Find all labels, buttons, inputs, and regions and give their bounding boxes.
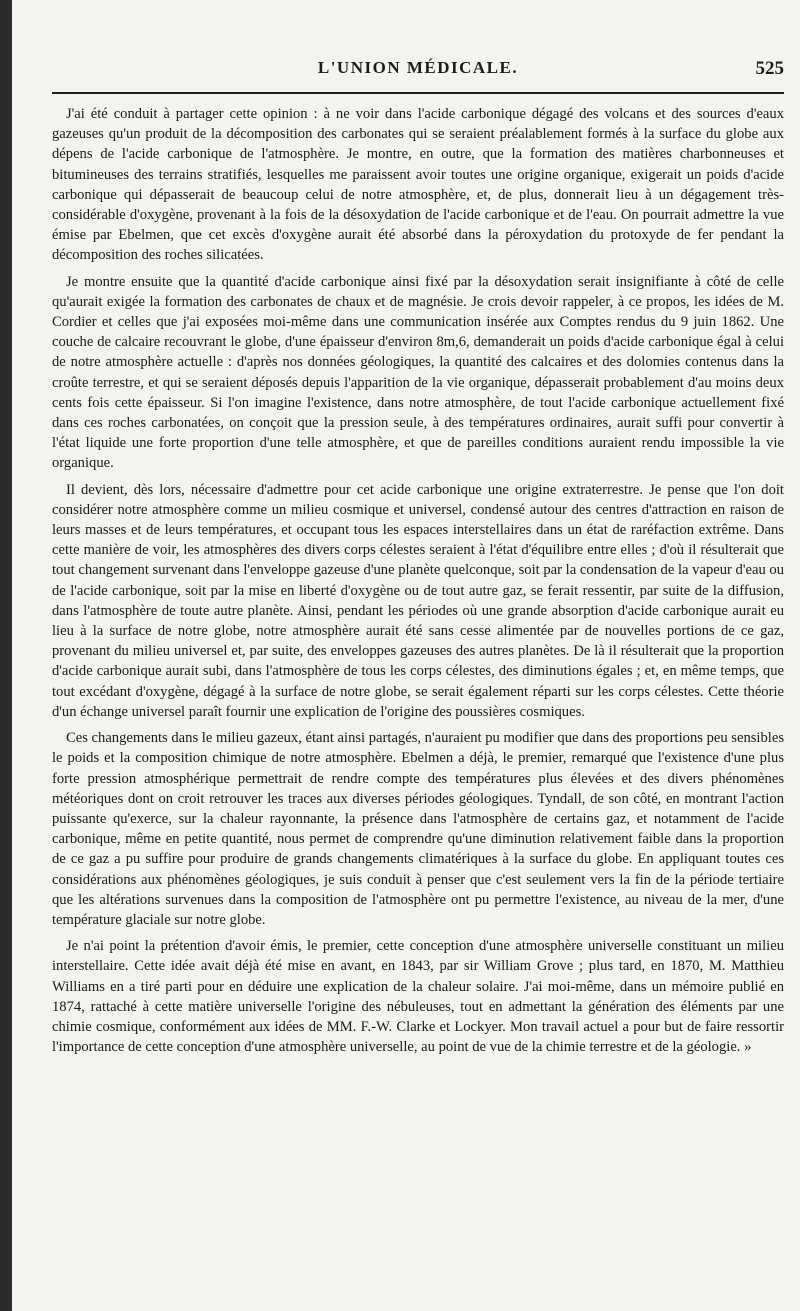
paragraph: Il devient, dès lors, nécessaire d'admettre pour cet acide carbonique une origine extraterrestre. Je pense que l'on doit considérer notre atmosphère comme un milieu cosmique et universel, condensé autour des centres d'attraction en raison de leurs masses et de leurs températures, et occupant tous les espaces interstellaires dans un état de raréfaction extrême. Dans cette manière de voir, les atmosphères des divers corps célestes seraient à l'état d'équilibre entre elles ; d'où il résulterait que tout changement survenant dans l'enveloppe gazeuse d'une planète quelconque, soit par la condensation de la vapeur d'eau ou de l'acide carbonique, soit par la mise en liberté d'oxygène ou de tout autre gaz, se ferait ressentir, par suite de la diffusion, dans l'atmosphère de toute autre planète. Ainsi, pendant les périodes où une grande absorption d'acide carbonique aurait eu lieu à la surface de notre globe, notre atmosphère aurait été sans cesse alimentée par de nouvelles portions de ce gaz, provenant du milieu universel et, par suite, des enveloppes gazeuses des autres planètes. De là il résulterait que la proportion d'acide carbonique aurait subi, dans l'atmosphère de tous les corps célestes, des diminutions égales ; et, en même temps, que tout excédant d'oxygène, dégagé à la surface de notre globe, se serait également réparti sur les corps célestes. Cette théorie d'un échange universel paraît fournir une explication de l'origine des poussières cosmiques. bbox=[52, 481, 784, 720]
paragraph: Ces changements dans le milieu gazeux, étant ainsi partagés, n'auraient pu modifier que dans des proportions peu sensibles le poids et la composition chimique de notre atmosphère. Ebelmen a déjà, le premier, remarqué que l'existence d'une plus forte pression atmosphérique permettrait de rendre compte des températures plus élevées et des divers phénomènes météoriques dont on croit retrouver les traces aux diverses périodes géologiques. Tyndall, de son côté, en montrant l'action puissante qu'exerce, sur la chaleur rayonnante, la présence dans l'atmosphère de certains gaz, et notamment de l'acide carbonique, même en petite quantité, nous permet de comprendre qu'une diminution relativement faible dans la proportion de ce gaz a pu suffire pour produire de grands changements climatériques à la surface du globe. En appliquant toutes ces considérations aux phénomènes géologiques, je suis conduit à penser que c'est seulement vers la fin de la période tertiaire que les altérations survenues dans la composition de l'atmosphère ont pu permettre l'existence, au niveau de la mer, d'une température glaciale sur notre globe. bbox=[52, 730, 784, 928]
header-rule bbox=[52, 92, 784, 94]
running-title: L'UNION MÉDICALE. bbox=[317, 58, 519, 77]
paragraph: Je montre ensuite que la quantité d'acide carbonique ainsi fixé par la désoxydation serait insignifiante à côté de celle qu'aurait exigée la formation des carbonates de chaux et de magnésie. Je crois devoir rappeler, à ce propos, les idées de M. Cordier et celles que j'ai exposées moi-même dans une communication insérée aux Comptes rendus du 9 juin 1862. Une couche de calcaire recouvrant le globe, d'une épaisseur d'environ 8m,6, demanderait un poids d'acide carbonique égal à celui de notre atmosphère actuelle : d'après nos données géologiques, la quantité des calcaires et des dolomies contenus dans la croûte terrestre, et qui se seraient déposés depuis l'apparition de la vie organique, dépasserait probablement d'au moins deux cents fois cette épaisseur. Si l'on imagine l'existence, dans notre atmosphère, de tout l'acide carbonique actuellement fixé dans ces roches carbonatées, on conçoit que la pression seule, à des températures ordinaires, aurait suffi pour convertir à l'état liquide une forte proportion d'une telle atmosphère, et que de pareilles conditions auraient rendu impossible la vie organique. bbox=[52, 273, 784, 472]
paragraph: J'ai été conduit à partager cette opinion : à ne voir dans l'acide carbonique dégagé des volcans et des sources d'eaux gazeuses qu'un produit de la décomposition des carbonates qui se seraient préalablement formés à la surface du globe aux dépens de l'acide carbonique de l'atmosphère. Je montre, en outre, que la formation des matières charbonneuses et bitumineuses des terrains stratifiés, lesquelles me paraissent avoir toutes une origine organique, exigerait un poids d'acide carbonique qui dépasserait de beaucoup celui de notre atmosphère, et, de plus, donnerait lieu à un dégagement très-considérable d'oxygène, provenant à la fois de la désoxydation de l'acide carbonique et de l'eau. On pourrait admettre la vue émise par Ebelmen, que cet excès d'oxygène aurait été absorbé dans la péroxydation du protoxyde de fer pendant la décomposition des roches silicatées. bbox=[52, 106, 784, 264]
paragraph: Je n'ai point la prétention d'avoir émis, le premier, cette conception d'une atmosphère universelle constituant un milieu interstellaire. Cette idée avait déjà été mise en avant, en 1843, par sir William Grove ; plus tard, en 1870, M. Matthieu Williams en a tiré parti pour en déduire une explication de la chaleur solaire. J'ai moi-même, dans un mémoire publié en 1874, rattaché à cette matière universelle l'origine des nébuleuses, tout en admettant la génération des éléments par une chimie cosmique, conformément aux idées de MM. F.-W. Clarke et Lockyer. Mon travail actuel a pour but de faire ressortir l'importance de cette conception d'une atmosphère universelle, au point de vue de la chimie terrestre et de la géologie. » bbox=[52, 938, 784, 1056]
article-body bbox=[52, 104, 784, 1063]
book-page bbox=[12, 0, 800, 1311]
page-number: 525 bbox=[755, 58, 784, 79]
page-header bbox=[52, 58, 784, 90]
